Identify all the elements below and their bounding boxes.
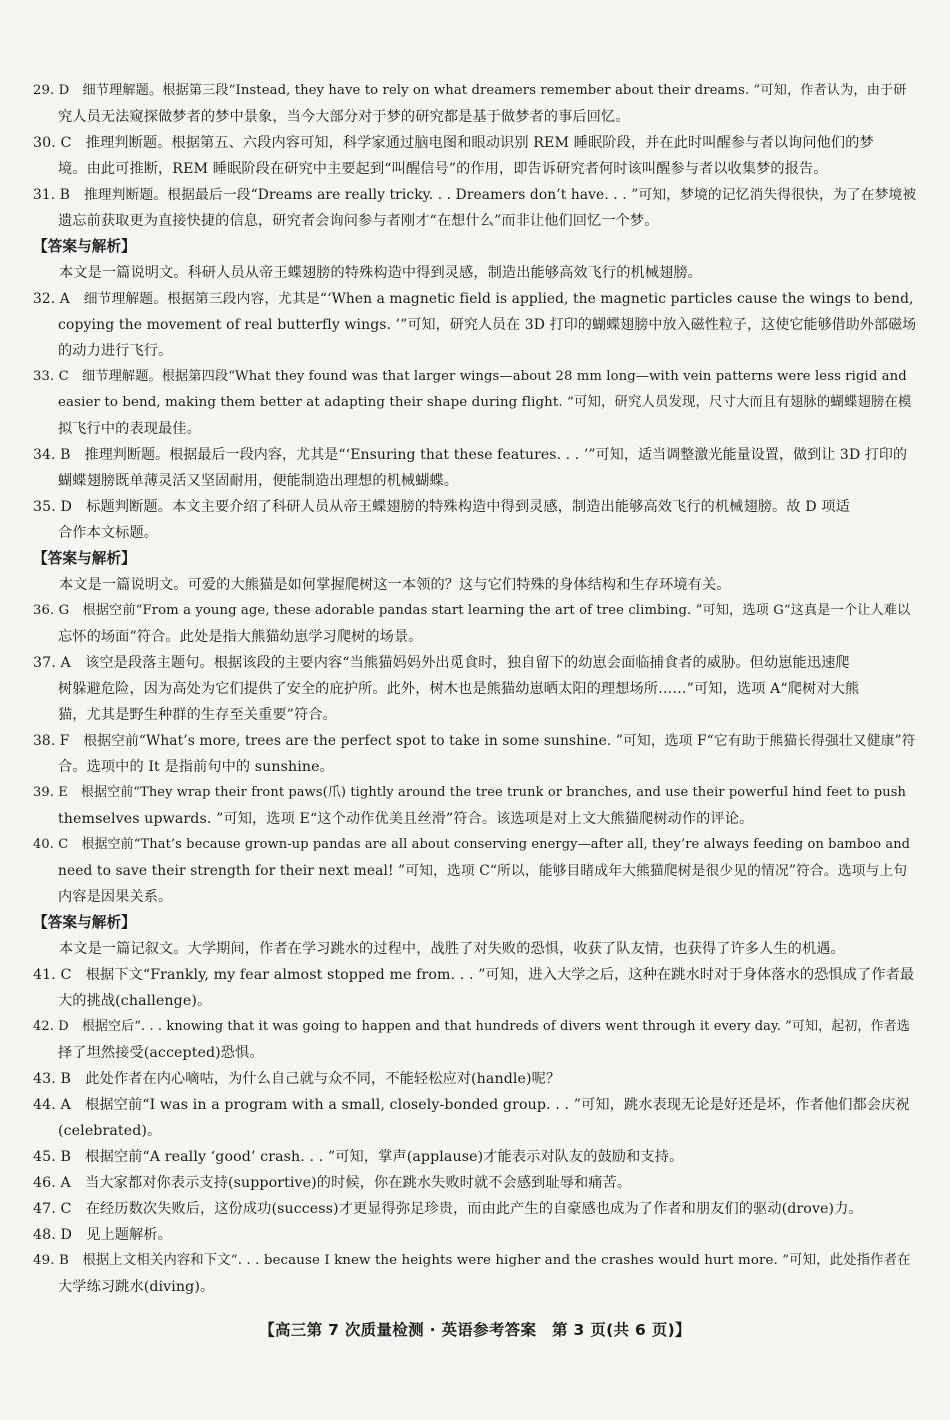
answer-item-line: 49. B 根据上文相关内容和下文“. . . because I knew the heights were higher and the crashes would hurt more. ”可知，此处指作者在 <box>33 1253 911 1268</box>
text-line: 蝴蝶翅膀既单薄灵活又坚固耐用，便能制造出理想的机械蝴蝶。 <box>58 473 459 489</box>
text-line: 择了坦然接受(accepted)恐惧。 <box>58 1045 264 1061</box>
text-line: easier to bend, making them better at adapting their shape during flight. ”可知，研究人员发现，尺寸大而且有翅脉的蝴蝶翅膀在模 <box>58 395 912 410</box>
text-line: 内容是因果关系。 <box>58 889 173 905</box>
answer-item-line: 29. D 细节理解题。根据第三段“Instead, they have to rely on what dreamers remember about their dreams. ”可知，作者认为，由于研 <box>33 83 907 98</box>
answer-item-line: 33. C 细节理解题。根据第四段“What they found was that larger wings—about 28 mm long—with vein patterns were less rigid and <box>33 369 907 384</box>
answer-item-line: 32. A 细节理解题。根据第三段内容，尤其是“‘When a magnetic field is applied, the magnetic particles cause the wings to bend, <box>33 291 914 307</box>
answer-item-line: 48. D 见上题解析。 <box>33 1227 172 1243</box>
answer-item-line: 45. B 根据空前“A really ‘good’ crash. . . ”可知，掌声(applause)才能表示对队友的鼓励和支持。 <box>33 1149 684 1165</box>
text-line: 拟飞行中的表现最佳。 <box>58 421 201 437</box>
answer-item-line: 39. E 根据空前“They wrap their front paws(爪) tightly around the tree trunk or branches, and use their powerful hind feet to push <box>33 785 906 800</box>
text-line: 本文是一篇说明文。科研人员从帝王蝶翅膀的特殊构造中得到灵感，制造出能够高效飞行的机械翅膀。 <box>59 265 702 281</box>
text-line: 的动力进行飞行。 <box>58 343 173 359</box>
page-footer: 【高三第 7 次质量检测 · 英语参考答案 第 3 页(共 6 页)】 <box>259 1321 691 1339</box>
text-line: 境。由此可推断，REM 睡眠阶段在研究中主要起到“叫醒信号”的作用，即告诉研究者何时该叫醒参与者以收集梦的报告。 <box>58 161 828 177</box>
text-line: 本文是一篇说明文。可爱的大熊猫是如何掌握爬树这一本领的？这与它们特殊的身体结构和生存环境有关。 <box>59 577 731 593</box>
text-line: 合。选项中的 It 是指前句中的 sunshine。 <box>58 759 334 775</box>
answer-item-line: 34. B 推理判断题。根据最后一段内容，尤其是“‘Ensuring that these features. . . ’”可知，适当调整激光能量设置，做到让 3D 打印的 <box>33 447 908 463</box>
answer-item-line: 46. A 当大家都对你表示支持(supportive)的时候，你在跳水失败时就不会感到耻辱和痛苦。 <box>33 1175 632 1191</box>
answer-item-line: 31. B 推理判断题。根据最后一段“Dreams are really tricky. . . Dreamers don’t have. . . ”可知，梦境的记忆消失得很快，为了在梦境被 <box>33 187 917 203</box>
answer-item-line: 37. A 该空是段落主题句。根据该段的主要内容“当熊猫妈妈外出觅食时，独自留下的幼崽会面临捕食者的威胁。但幼崽能迅速爬 <box>33 655 850 671</box>
text-line: themselves upwards. ”可知，选项 E“这个动作优美且丝滑”符合。该选项是对上文大熊猫爬树动作的评论。 <box>58 811 754 827</box>
section-heading: 【答案与解析】 <box>33 238 136 255</box>
answer-item-line: 43. B 此处作者在内心嘀咕，为什么自己就与众不同，不能轻松应对(handle)呢？ <box>33 1071 561 1087</box>
text-line: 树躲避危险，因为高处为它们提供了安全的庇护所。此外，树木也是熊猫幼崽晒太阳的理想场所……”可知，选项 A“爬树对大熊 <box>58 681 860 697</box>
answer-item-line: 35. D 标题判断题。本文主要介绍了科研人员从帝王蝶翅膀的特殊构造中得到灵感，制造出能够高效飞行的机械翅膀。故 D 项适 <box>33 499 850 515</box>
text-line: 忘怀的场面”符合。此处是指大熊猫幼崽学习爬树的场景。 <box>58 629 423 645</box>
answer-key-content <box>33 78 917 1300</box>
text-line: (celebrated)。 <box>58 1123 162 1139</box>
answer-item-line: 36. G 根据空前“From a young age, these adorable pandas start learning the art of tree climbing. ”可知，选项 G“这真是一个让人难以 <box>33 603 911 618</box>
text-line: 大学练习跳水(diving)。 <box>58 1279 215 1295</box>
section-heading: 【答案与解析】 <box>33 914 136 931</box>
text-line: need to save their strength for their next meal! ”可知，选项 C“所以，能够目睹成年大熊猫爬树是很少见的情况”符合。选项与上句 <box>58 863 908 879</box>
text-line: 大的挑战(challenge)。 <box>58 993 212 1009</box>
answer-item-line: 30. C 推理判断题。根据第五、六段内容可知，科学家通过脑电图和眼动识别 REM 睡眠阶段，并在此时叫醒参与者以询问他们的梦 <box>33 135 874 151</box>
answer-item-line: 38. F 根据空前“What’s more, trees are the perfect spot to take in some sunshine. ”可知，选项 F“它有助于熊猫长得强壮又健康”符 <box>33 733 916 749</box>
answer-item-line: 44. A 根据空前“I was in a program with a small, closely-bonded group. . . ”可知，跳水表现无论是好还是坏，作者他们都会庆祝 <box>33 1097 910 1113</box>
answer-item-line: 40. C 根据空前“That’s because grown-up pandas are all about conserving energy—after all, they’re always feeding on bamboo and <box>33 837 911 852</box>
text-line: 本文是一篇记叙文。大学期间，作者在学习跳水的过程中，战胜了对失败的恐惧，收获了队友情，也获得了许多人生的机遇。 <box>59 941 845 957</box>
section-heading: 【答案与解析】 <box>33 550 136 567</box>
answer-item-line: 42. D 根据空后“. . . knowing that it was going to happen and that hundreds of divers went through it every day. ”可知，起初，作者选 <box>33 1019 910 1034</box>
text-line: 合作本文标题。 <box>58 525 159 541</box>
answer-item-line: 47. C 在经历数次失败后，这份成功(success)才更显得弥足珍贵，而由此产生的自豪感也成为了作者和朋友们的驱动(drove)力。 <box>33 1201 863 1217</box>
text-line: copying the movement of real butterfly wings. ’”可知，研究人员在 3D 打印的蝴蝶翅膀中放入磁性粒子，这使它能够借助外部磁场 <box>58 317 917 333</box>
text-line: 猫，尤其是野生种群的生存至关重要”符合。 <box>58 707 337 723</box>
answer-item-line: 41. C 根据下文“Frankly, my fear almost stopped me from. . . ”可知，进入大学之后，这种在跳水时对于身体落水的恐惧成了作者最 <box>33 967 915 983</box>
text-line: 遗忘前获取更为直接快捷的信息，研究者会询问参与者刚才“在想什么”而非让他们回忆一个梦。 <box>58 213 659 229</box>
text-line: 究人员无法窥探做梦者的梦中景象，当今大部分对于梦的研究都是基于做梦者的事后回忆。 <box>58 109 630 125</box>
